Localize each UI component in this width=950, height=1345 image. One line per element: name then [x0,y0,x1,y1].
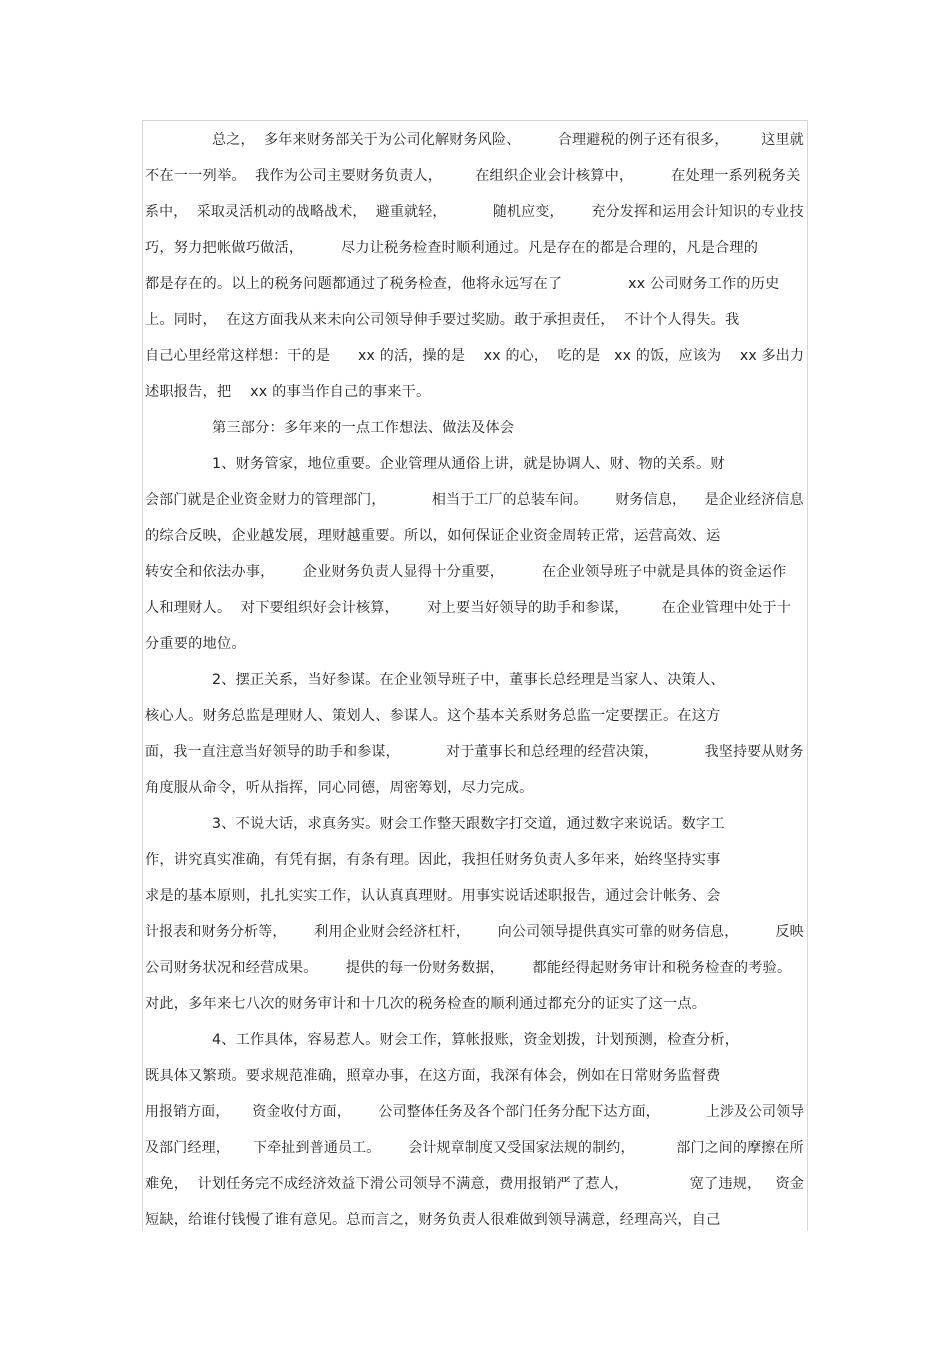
text-line: 2、摆正关系，当好参谋。在企业领导班子中，董事长总经理是当家人、决策人、 [212,672,725,688]
section-heading: 第三部分：多年来的一点工作想法、做法及体会 [212,420,515,436]
text-line: 核心人。财务总监是理财人、策划人、参谋人。这个基本关系财务总监一定要摆正。在这方 [145,708,721,724]
text-line: 系中， 采取灵活机动的战略战术， 避重就轻， 随机应变， 充分发挥和运用会计知识的专业技 [145,204,804,220]
text-line: 的综合反映，企业越发展，理财越重要。所以，如何保证企业资金周转正常，运营高效、运 [145,528,721,544]
text-line: 述职报告，把 xx 的事当作自己的事来干。 [145,384,431,400]
text-line: 分重要的地位。 [145,636,246,652]
text-line: 不在一一列举。 我作为公司主要财务负责人， 在组织企业会计核算中， 在处理一系列税务关 [145,168,801,184]
text-line: 既具体又繁琐。要求规范准确，照章办事，在这方面，我深有体会，例如在日常财务监督费 [145,1068,721,1084]
text-line: 总之， 多年来财务部关于为公司化解财务风险、 合理避税的例子还有很多， 这里就 [212,132,805,148]
text-line: 4、工作具体，容易惹人。财会工作，算帐报账，资金划拨，计划预测，检查分析， [212,1032,740,1048]
text-line: 计报表和财务分析等， 利用企业财会经济杠杆， 向公司领导提供真实可靠的财务信息， 反映 [145,924,804,940]
text-line: 公司财务状况和经营成果。 提供的每一份财务数据， 都能经得起财务审计和税务检查的考验。 [145,960,792,976]
text-line: 会部门就是企业资金财力的管理部门， 相当于工厂的总装车间。 财务信息， 是企业经济信息 [145,492,804,508]
text-line: 人和理财人。 对下要组织好会计核算， 对上要当好领导的助手和参谋， 在企业管理中处于十 [145,600,792,616]
text-line: 面，我一直注意当好领导的助手和参谋， 对于董事长和总经理的经营决策， 我坚持要从财务 [145,744,804,760]
text-line: 都是存在的。以上的税务问题都通过了税务检查，他将永远写在了 xx 公司财务工作的历史 [145,276,780,292]
text-line: 作，讲究真实准确，有凭有据，有条有理。因此，我担任财务负责人多年来，始终坚持实事 [145,852,721,868]
text-line: 转安全和依法办事， 企业财务负责人显得十分重要， 在企业领导班子中就是具体的资金运作 [145,564,787,580]
text-line: 及部门经理， 下牵扯到普通员工。 会计规章制度又受国家法规的制约， 部门之间的摩擦在所 [145,1140,804,1156]
text-line: 求是的基本原则，扎扎实实工作，认认真真理财。用事实说话述职报告，通过会计帐务、会 [145,888,721,904]
text-line: 难免， 计划任务完不成经济效益下滑公司领导不满意，费用报销严了惹人， 宽了违规， 资金 [145,1176,805,1192]
text-line: 对此，多年来七八次的财务审计和十几次的税务检查的顺利通过都充分的证实了这一点。 [145,996,707,1012]
text-line: 短缺，给谁付钱慢了谁有意见。总而言之，财务负责人很难做到领导满意，经理高兴，自己 [145,1212,721,1228]
text-line: 3、不说大话，求真务实。财会工作整天跟数字打交道，通过数字来说话。数字工 [212,816,725,832]
text-line: 巧，努力把帐做巧做活， 尽力让税务检查时顺利通过。凡是存在的都是合理的，凡是合理的 [145,240,759,256]
text-line: 1、财务管家，地位重要。企业管理从通俗上讲，就是协调人、财、物的关系。财 [212,456,725,472]
text-line: 用报销方面， 资金收付方面， 公司整体任务及各个部门任务分配下达方面， 上涉及公司领导 [145,1104,805,1120]
text-line: 角度服从命令，听从指挥，同心同德，周密筹划，尽力完成。 [145,780,534,796]
text-line: 上。同时， 在这方面我从来未向公司领导伸手要过奖励。敢于承担责任， 不计个人得失。我 [145,312,740,328]
text-line: 自己心里经常这样想：干的是 xx 的活，操的是 xx 的心， 吃的是 xx 的饭，应该为 xx 多出力 [145,348,805,364]
